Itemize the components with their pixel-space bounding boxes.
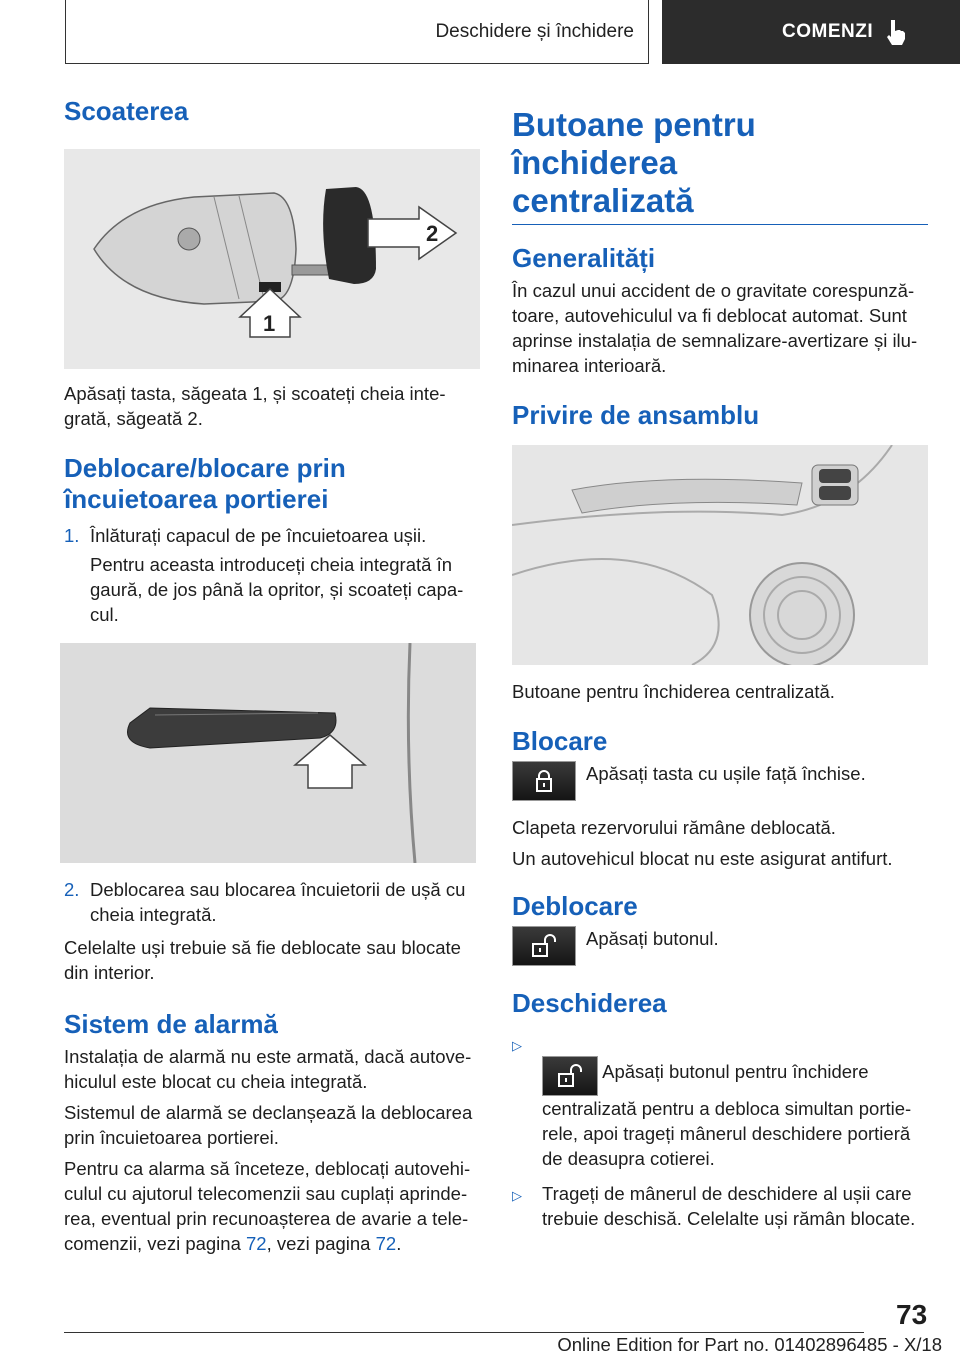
door-panel-illustration: [512, 445, 928, 665]
unlock-button-inline[interactable]: [542, 1056, 598, 1096]
header-chapter-tab[interactable]: [662, 0, 960, 64]
lock-open-icon: [531, 934, 557, 958]
lock-row: [512, 761, 928, 801]
page-link-72-a[interactable]: 72: [246, 1233, 267, 1254]
generalitati-text: În cazul unui accident de o gravitate corespunză- toare, autovehiculul va fi deblocat automat. Sunt aprinse instalația de semnalizare-avertizare și ilu- minarea interioară.: [512, 280, 918, 376]
figure-key-removal: [64, 149, 480, 369]
right-column: [512, 106, 928, 1231]
left-column: [64, 96, 478, 1256]
open-bullet-2: [512, 1181, 928, 1231]
alarm-p3: [64, 1156, 478, 1256]
heading-underline: [512, 224, 928, 225]
lock-fuel-flap: Clapeta rezervorului rămâne deblocată.: [512, 817, 836, 838]
unlock-button[interactable]: [512, 926, 576, 966]
step-2: [64, 877, 478, 927]
step-1-subtext: Pentru aceasta introduceți cheia integrată în gaură, de jos până la opritor, și scoateți capa- cul.: [90, 554, 464, 625]
alarm-p1: Instalația de alarmă nu este armată, dacă autove- hiculul este blocat cu cheia integrată.: [64, 1046, 472, 1092]
figure-door-panel: [512, 445, 928, 665]
heading-privire-ansamblu: Privire de ansamblu: [512, 400, 760, 430]
footer-edition: Online Edition for Part no. 01402896485 - X/18: [557, 1334, 942, 1355]
alarm-p2: Sistemul de alarmă se declanșează la deblocarea prin încuietoarea portierei.: [64, 1102, 473, 1148]
privire-caption: Butoane pentru închiderea centralizată.: [512, 681, 835, 702]
bullet-triangle-icon: ▷: [512, 1188, 522, 1203]
step-1: [64, 523, 478, 548]
heading-generalitati: Generalități: [512, 243, 656, 273]
hand-pointer-icon: [885, 18, 909, 46]
step-1-text: Înlăturați capacul de pe încuietoarea ușii.: [90, 525, 427, 546]
heading-butoane-inchidere: Butoane pentru închiderea centralizată: [512, 106, 756, 219]
lock-button[interactable]: [512, 761, 576, 801]
header-section-tab: [65, 0, 649, 64]
open-bullet-1-text: Apăsați butonul pentru închidere centralizată pentru a debloca simultan portie- rele, apoi trageți mânerul deschidere portieră de deasupra cotierei.: [542, 1061, 912, 1169]
alarm-p3-text-b: , vezi pagina: [266, 1233, 376, 1254]
door-handle-illustration: [60, 643, 476, 863]
heading-deblocare-blocare: Deblocare/blocare prin încuietoarea portierei: [64, 453, 346, 514]
page-number: 73: [896, 1299, 928, 1330]
step-1-number: 1.: [64, 525, 80, 546]
step-2-text: Deblocarea sau blocarea încuietorii de ușă cu cheia integrată.: [90, 879, 466, 925]
other-doors-note: Celelalte uși trebuie să fie deblocate sau blocate din interior.: [64, 937, 461, 983]
lock-text: Apăsați tasta cu ușile față închise.: [586, 763, 866, 784]
alarm-p3-text-a: Pentru ca alarma să înceteze, deblocați autovehi- culul cu ajutorul telecomenzii sau cuplați aprinde- rea, eventual prin recunoașterea de avarie a tele- comenzii, vezi pagina: [64, 1158, 471, 1254]
lock-open-icon: [557, 1064, 583, 1088]
heading-sistem-alarma: Sistem de alarmă: [64, 1009, 278, 1039]
scoaterea-caption: Apăsați tasta, săgeata 1, și scoateți cheia inte- grată, săgeată 2.: [64, 383, 446, 429]
figure-door-handle: [60, 643, 476, 863]
open-bullet-2-text: Trageți de mânerul de deschidere al ușii care trebuie deschisă. Celelalte uși rămân blocate.: [542, 1183, 916, 1229]
open-bullet-1: [512, 1031, 928, 1171]
arrow-1-label: 1: [263, 311, 276, 336]
page-link-72-b[interactable]: 72: [375, 1233, 397, 1254]
bullet-triangle-icon: ▷: [512, 1038, 522, 1053]
alarm-p3-text-c: .: [396, 1233, 402, 1254]
header-chapter-title: COMENZI: [782, 21, 874, 42]
arrow-2-label: 2: [426, 221, 439, 246]
unlock-row: [512, 926, 928, 966]
unlock-text: Apăsați butonul.: [586, 928, 719, 949]
footer-rule: [64, 1332, 864, 1333]
lock-antitheft: Un autovehicul blocat nu este asigurat antifurt.: [512, 848, 893, 869]
heading-blocare: Blocare: [512, 726, 608, 756]
heading-scoaterea: Scoaterea: [64, 96, 189, 126]
heading-deschiderea: Deschiderea: [512, 988, 667, 1018]
key-illustration: [64, 149, 480, 369]
step-2-number: 2.: [64, 879, 80, 900]
lock-closed-icon: [533, 769, 555, 793]
heading-deblocare: Deblocare: [512, 891, 638, 921]
header-section-title: Deschidere și închidere: [435, 20, 634, 42]
